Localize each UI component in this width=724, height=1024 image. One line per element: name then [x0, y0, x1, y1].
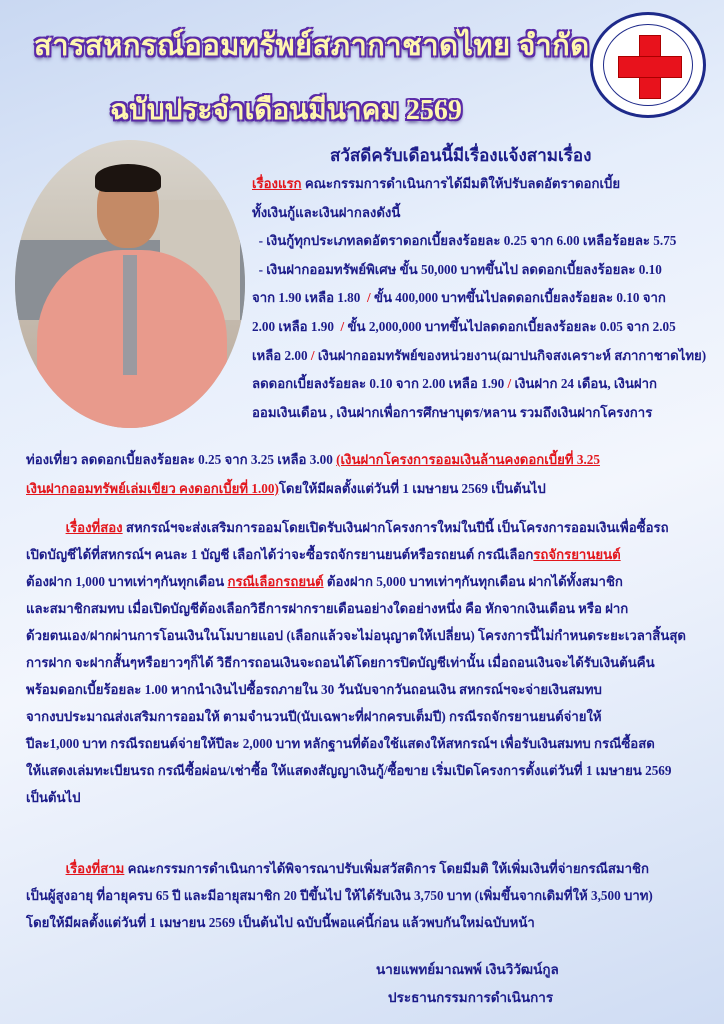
- body-text: คณะกรรมการดำเนินการได้พิจารณาปรับเพิ่มสวัสดิการ โดยมีมติ ให้เพิ่มเงินที่จ่ายกรณีสมาชิก: [124, 861, 649, 876]
- body-text: โดยให้มีผลตั้งแต่วันที่ 1 เมษายน 2569 เป็นต้นไป ฉบับนี้พอแค่นี้ก่อน แล้วพบกันใหม่ฉบับหน้า: [26, 915, 535, 930]
- body-text: เงินฝาก 24 เดือน, เงินฝาก: [511, 376, 657, 392]
- text-line: [252, 313, 706, 342]
- text-line: [26, 757, 686, 784]
- text-line: [252, 342, 706, 371]
- photo-hair: [95, 164, 161, 192]
- issue-subtitle: ฉบับประจำเดือนมีนาคม 2569: [110, 95, 462, 126]
- signature-position: ประธานกรรมการดำเนินการ: [388, 990, 554, 1005]
- body-text: ท่องเที่ยว ลดดอกเบี้ยลงร้อยละ 0.25 จาก 3.25 เหลือ 3.00: [26, 452, 337, 467]
- body-text: เป็นต้นไป: [26, 790, 81, 805]
- text-line: [26, 514, 686, 541]
- body-text: ออมเงินเดือน , เงินฝากเพื่อการศึกษาบุตร/หลาน รวมถึงเงินฝากโครงการ: [252, 404, 653, 420]
- text-line: [252, 399, 706, 428]
- chairman-photo: [15, 140, 245, 428]
- text-line: [26, 909, 653, 936]
- body-text: เป็นผู้สูงอายุ ที่อายุครบ 65 ปี และมีอายุสมาชิก 20 ปีขึ้นไป ให้ได้รับเงิน 3,750 บาท (เพิ่มขึ้นจากเดิมที่ให้ 3,500 บาท): [26, 888, 653, 903]
- highlighted-text: เรื่องที่สอง: [65, 520, 123, 535]
- highlighted-text: กรณีเลือกรถยนต์: [227, 574, 324, 589]
- text-line: [26, 541, 686, 568]
- red-cross-icon-bar: [618, 56, 682, 78]
- text-line: [26, 882, 653, 909]
- body-text: [26, 861, 66, 876]
- section-3: [26, 855, 653, 936]
- text-line: [26, 649, 686, 676]
- body-text: - เงินกู้ทุกประเภทลดอัตราดอกเบี้ยลงร้อยละ 0.25 จาก 6.00 เหลือร้อยละ 5.75: [252, 233, 677, 249]
- text-line: [26, 475, 600, 504]
- newsletter-title: สารสหกรณ์ออมทรัพย์สภากาชาดไทย จำกัด: [34, 30, 590, 62]
- body-text: ขั้น 400,000 บาทขึ้นไปลดดอกเบี้ยลงร้อยละ 0.10 จาก: [373, 290, 666, 306]
- section-2: [26, 514, 686, 811]
- body-text: พร้อมดอกเบี้ยร้อยละ 1.00 หากนำเงินไปซื้อรถภายใน 30 วันนับจากวันถอนเงิน สหกรณ์ฯจะจ่ายเงินสมทบ: [26, 682, 602, 697]
- text-line: [26, 622, 686, 649]
- text-line: [26, 446, 600, 475]
- body-text: ทั้งเงินกู้และเงินฝากลงดังนี้: [252, 204, 401, 220]
- section-1-continued: [26, 446, 600, 503]
- body-text: - เงินฝากออมทรัพย์พิเศษ ขั้น 50,000 บาทขึ้นไป ลดดอกเบี้ยลงร้อยละ 0.10: [252, 261, 662, 277]
- body-text: และสมาชิกสมทบ เมื่อเปิดบัญชีต้องเลือกวิธีการฝากรายเดือนอย่างใดอย่างหนึ่ง คือ หักจากเงินเดือน หรือ ฝาก: [26, 601, 629, 616]
- text-line: [252, 284, 706, 313]
- photo-tie: [123, 255, 137, 375]
- text-line: [252, 370, 706, 399]
- separator-slash: /: [507, 376, 512, 392]
- text-line: [26, 855, 653, 882]
- body-text: เปิดบัญชีได้ที่สหกรณ์ฯ คนละ 1 บัญชี เลือกได้ว่าจะซื้อรถจักรยานยนต์หรือรถยนต์ กรณีเลือก: [26, 547, 534, 562]
- body-text: โดยให้มีผลตั้งแต่วันที่ 1 เมษายน 2569 เป็นต้นไป: [278, 480, 546, 496]
- body-text: ต้องฝาก 1,000 บาทเท่าๆกันทุกเดือน: [26, 574, 228, 589]
- section-1: [252, 170, 706, 427]
- body-text: ขั้น 2,000,000 บาทขึ้นไปลดดอกเบี้ยลงร้อยละ 0.05 จาก 2.05: [347, 318, 676, 334]
- body-text: การฝาก จะฝากสั้นๆหรือยาวๆก็ได้ วิธีการถอนเงินจะถอนได้โดยการปิดบัญชีเท่านั้น เมื่อถอนเงินจะได้รับเงินต้นคืน: [26, 655, 655, 670]
- body-text: เงินฝากออมทรัพย์ของหน่วยงาน(ฌาปนกิจสงเคราะห์ สภากาชาดไทย): [314, 347, 707, 363]
- separator-slash: /: [310, 347, 315, 363]
- body-text: คณะกรรมการดำเนินการได้มีมติให้ปรับลดอัตราดอกเบี้ย: [301, 176, 621, 191]
- text-line: [252, 227, 706, 256]
- text-line: [252, 170, 706, 199]
- body-text: [26, 520, 66, 535]
- body-text: ต้องฝาก 5,000 บาทเท่าๆกันทุกเดือน ฝากได้ทั้งสมาชิก: [323, 574, 623, 589]
- highlighted-text: รถจักรยานยนต์: [533, 547, 621, 562]
- highlighted-text: เงินฝากออมทรัพย์เล่มเขียว คงดอกเบี้ยที่ 1.00): [26, 480, 279, 496]
- separator-slash: /: [337, 318, 348, 334]
- text-line: [26, 730, 686, 757]
- greeting-heading: สวัสดีครับเดือนนี้มีเรื่องแจ้งสามเรื่อง: [330, 146, 592, 165]
- highlighted-text: (เงินฝากโครงการออมเงินล้านคงดอกเบี้ยที่ 3.25: [336, 452, 600, 467]
- text-line: [26, 568, 686, 595]
- body-text: ด้วยตนเอง/ฝากผ่านการโอนเงินในโมบายแอป (เลือกแล้วจะไม่อนุญาตให้เปลี่ยน) โครงการนี้ไม่กำหนดระยะเวลาสิ้นสุด: [26, 628, 686, 643]
- body-text: สหกรณ์ฯจะส่งเสริมการออมโดยเปิดรับเงินฝากโครงการใหม่ในปีนี้ เป็นโครงการออมเงินเพื่อซื้อรถ: [122, 520, 669, 535]
- body-text: เหลือ 2.00: [252, 347, 311, 363]
- body-text: 2.00 เหลือ 1.90: [252, 318, 338, 334]
- red-cross-cooperative-logo: [590, 12, 706, 118]
- body-text: ลดดอกเบี้ยลงร้อยละ 0.10 จาก 2.00 เหลือ 1.90: [252, 376, 508, 392]
- text-line: [26, 703, 686, 730]
- body-text: ปีละ1,000 บาท กรณีรถยนต์จ่ายให้ปีละ 2,000 บาท หลักฐานที่ต้องใช้แสดงให้สหกรณ์ฯ เพื่อรับเงินสมทบ กรณีซื้อสด: [26, 736, 655, 751]
- text-line: [252, 256, 706, 285]
- body-text: จาก 1.90 เหลือ 1.80: [252, 290, 364, 306]
- separator-slash: /: [363, 290, 374, 306]
- signature-name: นายแพทย์มาณพพ์ เงินวิวัฒน์กูล: [376, 962, 559, 977]
- body-text: จากงบประมาณส่งเสริมการออมให้ ตามจำนวนปี(นับเฉพาะที่ฝากครบเต็มปี) กรณีรถจักรยานยนต์จ่ายให้: [26, 709, 602, 724]
- highlighted-text: เรื่องแรก: [252, 176, 302, 191]
- body-text: ให้แสดงเล่มทะเบียนรถ กรณีซื้อผ่อน/เช่าซื้อ ให้แสดงสัญญาเงินกู้/ซื้อขาย เริ่มเปิดโครงการตั้งแต่วันที่ 1 เมษายน 2569: [26, 763, 672, 778]
- text-line: [252, 199, 706, 228]
- text-line: [26, 676, 686, 703]
- text-line: [26, 784, 686, 811]
- text-line: [26, 595, 686, 622]
- highlighted-text: เรื่องที่สาม: [65, 861, 125, 876]
